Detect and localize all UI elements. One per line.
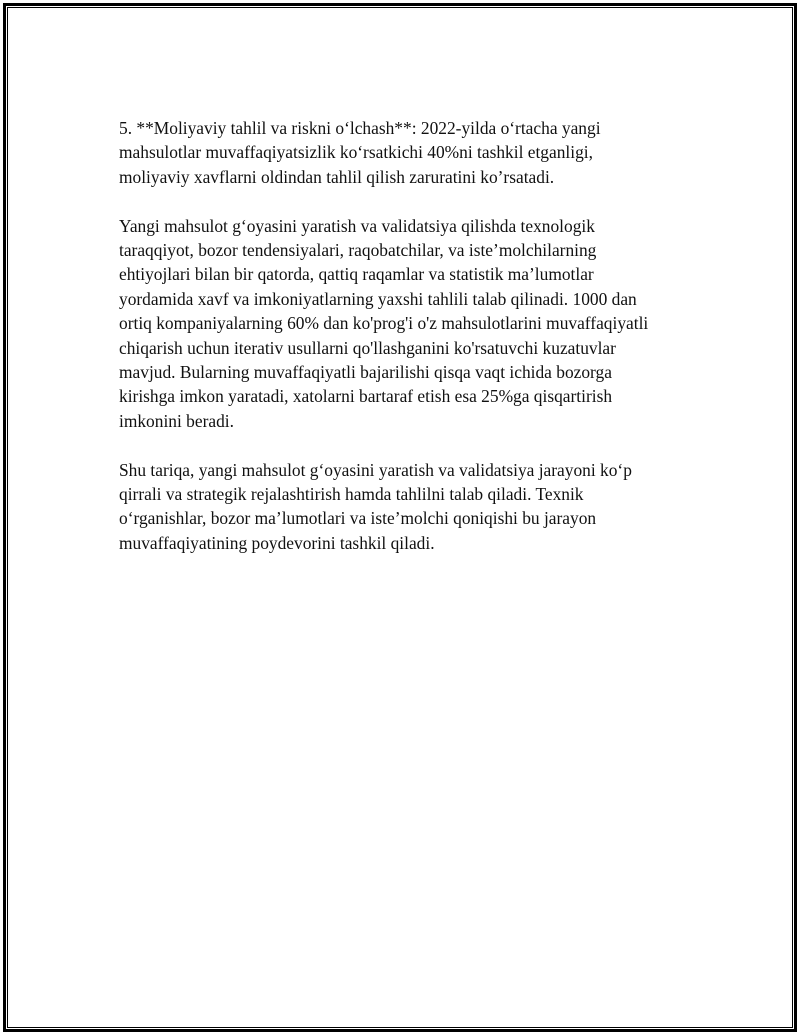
text-line: Yangi mahsulot g‘oyasini yaratish va validatsiya qilishda texnologik xyxy=(119,215,595,236)
paragraph-idea-validation xyxy=(119,214,709,434)
text-line: muvaffaqiyatining poydevorini tashkil qiladi. xyxy=(119,532,435,553)
text-line: imkonini beradi. xyxy=(119,410,234,431)
text-line: Shu tariqa, yangi mahsulot g‘oyasini yaratish va validatsiya jarayoni ko‘p xyxy=(119,459,632,480)
text-line: moliyaviy xavflarni oldindan tahlil qilish zaruratini ko’rsatadi. xyxy=(119,166,555,187)
text-line: kirishga imkon yaratadi, xatolarni bartaraf etish esa 25%ga qisqartirish xyxy=(119,386,613,407)
text-line: o‘rganishlar, bozor ma’lumotlari va iste’molchi qoniqishi bu jarayon xyxy=(119,508,597,529)
document-body xyxy=(119,116,709,580)
text-line: taraqqiyot, bozor tendensiyalari, raqobatchilar, va iste’molchilarning xyxy=(119,240,597,261)
text-line: mavjud. Bularning muvaffaqiyatli bajarilishi qisqa vaqt ichida bozorga xyxy=(119,362,612,383)
text-line: ehtiyojlari bilan bir qatorda, qattiq raqamlar va statistik ma’lumotlar xyxy=(119,264,594,285)
text-line: mahsulotlar muvaffaqiyatsizlik ko‘rsatkichi 40%ni tashkil etganligi, xyxy=(119,142,593,163)
paragraph-conclusion xyxy=(119,458,709,556)
text-line: ortiq kompaniyalarning 60% dan ko'prog'i o'z mahsulotlarini muvaffaqiyatli xyxy=(119,313,649,334)
text-line: yordamida xavf va imkoniyatlarning yaxshi tahlili talab qilinadi. 1000 dan xyxy=(119,288,637,309)
paragraph-financial-analysis xyxy=(119,116,709,189)
text-line: qirrali va strategik rejalashtirish hamda tahlilni talab qiladi. Texnik xyxy=(119,484,584,505)
text-line: chiqarish uchun iterativ usullarni qo'llashganini ko'rsatuvchi kuzatuvlar xyxy=(119,337,616,358)
text-line: 5. **Moliyaviy tahlil va riskni o‘lchash**: 2022-yilda o‘rtacha yangi xyxy=(119,118,601,138)
